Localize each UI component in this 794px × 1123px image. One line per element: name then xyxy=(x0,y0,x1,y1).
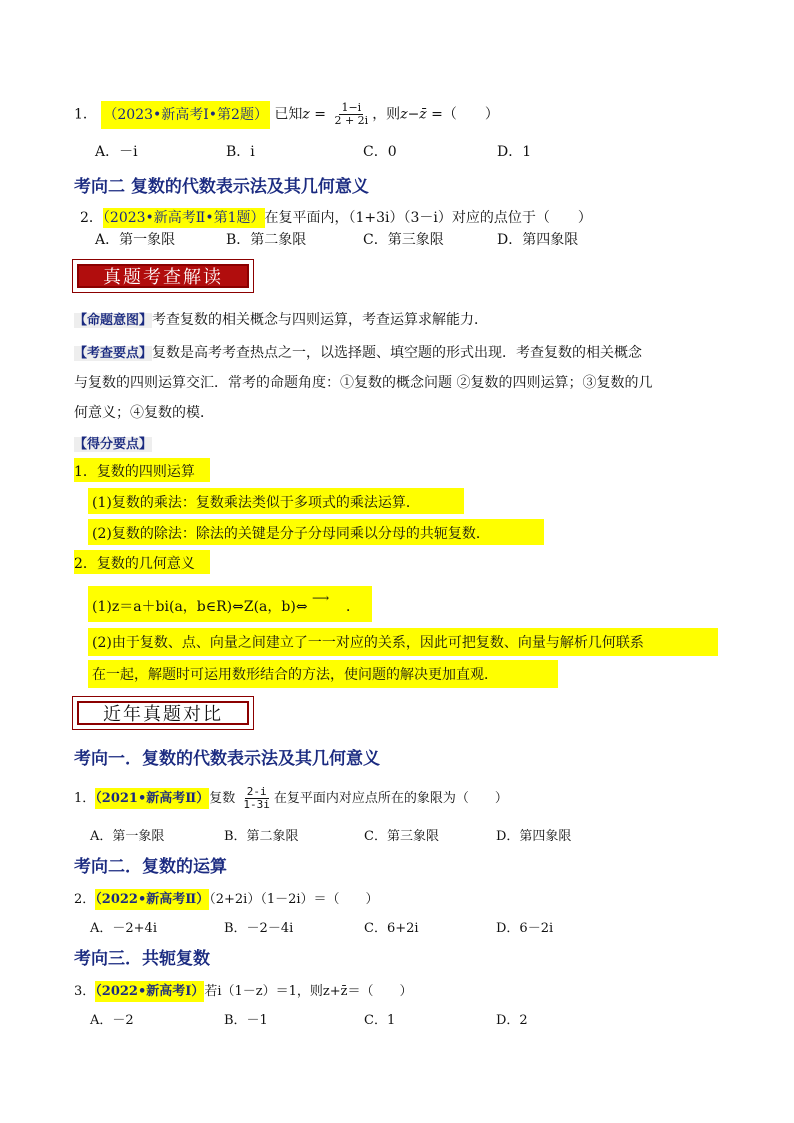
section-1-title: 1．复数的四则运算 xyxy=(74,464,195,480)
fraction-denominator: 2 + 2i xyxy=(334,114,369,127)
question-number: 1． xyxy=(74,791,96,806)
section-heading: 考向一．复数的代数表示法及其几何意义 xyxy=(74,749,380,769)
option-b: B．第二象限 xyxy=(224,829,299,844)
option-a: A．－2 xyxy=(90,1013,134,1028)
fraction-denominator: 1-3i xyxy=(243,798,270,811)
source-tag: （2022•新高考Ⅱ） xyxy=(95,889,209,910)
stem-text: =（ ） xyxy=(426,106,499,123)
option-c: C．0 xyxy=(363,144,397,160)
banner-real-exam-analysis xyxy=(72,259,254,293)
option-b: B．－1 xyxy=(224,1013,268,1028)
option-c: C．1 xyxy=(364,1013,396,1028)
geometric-meaning-2-line-1: (2)由于复数、点、向量之间建立了一一对应的关系，因此可把复数、向量与解析几何联系 xyxy=(92,635,644,651)
intent-tag: 【命题意图】 xyxy=(74,313,153,328)
practice-question-3 xyxy=(74,980,413,999)
banner-title: 真题考查解读 xyxy=(103,267,223,288)
stem-text: 在复平面内，（1+3i）（3－i）对应的点位于（ ） xyxy=(264,210,592,226)
geometric-meaning-2-line-2: 在一起，解题时可运用数形结合的方法，使问题的解决更加直观． xyxy=(92,667,498,683)
expression: z−z̄ xyxy=(400,106,427,123)
question-number: 1． xyxy=(74,106,97,123)
option-a: A．－i xyxy=(95,144,138,160)
section-heading: 考向三．共轭复数 xyxy=(74,949,210,969)
option-c: C．第三象限 xyxy=(364,829,439,844)
points-tag: 【考查要点】 xyxy=(74,346,153,361)
source-tag: （2022•新高考Ⅰ） xyxy=(95,981,204,1002)
option-d: D．第四象限 xyxy=(496,829,572,844)
option-c: C．6+2i xyxy=(364,921,419,936)
option-a: A．第一象限 xyxy=(95,232,176,248)
banner-title: 近年真题对比 xyxy=(103,704,223,725)
question-1 xyxy=(74,102,499,127)
section-heading: 考向二．复数的运算 xyxy=(74,857,227,877)
fraction-numerator: 1−i xyxy=(341,101,362,114)
option-d: D．6－2i xyxy=(496,921,554,936)
source-tag: （2023•新高考Ⅱ•第1题） xyxy=(102,210,265,226)
option-b: B．第二象限 xyxy=(226,232,307,248)
equals: = xyxy=(314,106,326,123)
intent-line xyxy=(74,309,488,329)
fraction xyxy=(332,102,370,127)
source-tag: （2021•新高考Ⅱ） xyxy=(95,788,209,809)
stem-text: 若i（1－z）＝1，则z+z̄＝（ ） xyxy=(204,984,413,999)
score-tag-line xyxy=(74,433,152,452)
stem-text: 复数 xyxy=(209,791,236,806)
fraction-numerator: 2-i xyxy=(246,785,267,798)
section-heading: 考向二 复数的代数表示法及其几何意义 xyxy=(74,177,369,197)
option-c: C．第三象限 xyxy=(363,232,444,248)
stem-text: （2+2i）（1－2i）＝（ ） xyxy=(209,892,379,907)
multiplication-rule: (1)复数的乘法：复数乘法类似于多项式的乘法运算． xyxy=(92,495,420,511)
stem-text: ，则 xyxy=(372,106,401,123)
points-line-1 xyxy=(74,342,642,362)
question-number: 2． xyxy=(80,210,103,226)
option-d: D．1 xyxy=(497,144,532,160)
banner-recent-exam-comparison xyxy=(72,696,254,730)
practice-question-2 xyxy=(74,888,379,907)
question-2 xyxy=(80,207,592,227)
stem-text: 在复平面内对应点所在的象限为（ ） xyxy=(273,791,508,806)
option-b: B．－2－4i xyxy=(224,921,294,936)
var-z: z xyxy=(302,106,310,123)
points-line-3: 何意义；④复数的模． xyxy=(74,405,214,421)
vector-arrow-icon: ⟶ xyxy=(312,591,329,605)
option-d: D．2 xyxy=(496,1013,528,1028)
period: ． xyxy=(346,599,361,615)
fraction xyxy=(241,786,272,811)
intent-text: 考查复数的相关概念与四则运算，考查运算求解能力． xyxy=(152,312,489,328)
equivalence-text: (1)z＝a＋bi(a，b∈R)⇔Z(a，b)⇔ xyxy=(92,599,313,615)
option-a: A．第一象限 xyxy=(90,829,165,844)
points-line-2: 与复数的四则运算交汇．常考的命题角度：①复数的概念问题 ②复数的四则运算；③复数的几 xyxy=(74,375,653,391)
points-text: 复数是高考考查热点之一，以选择题、填空题的形式出现．考查复数的相关概念 xyxy=(152,345,643,361)
practice-question-1 xyxy=(74,786,508,811)
source-tag: （2023•新高考Ⅰ•第2题） xyxy=(101,101,270,129)
option-a: A．－2+4i xyxy=(90,921,157,936)
section-2-title: 2．复数的几何意义 xyxy=(74,556,195,572)
division-rule: (2)复数的除法：除法的关键是分子分母同乘以分母的共轭复数． xyxy=(92,526,490,542)
stem-text: 已知 xyxy=(274,106,303,123)
option-b: B．i xyxy=(226,144,255,160)
question-number: 2． xyxy=(74,892,96,907)
option-d: D．第四象限 xyxy=(497,232,579,248)
geometric-meaning-1 xyxy=(92,591,361,616)
question-number: 3． xyxy=(74,984,96,999)
score-tag: 【得分要点】 xyxy=(74,437,153,452)
